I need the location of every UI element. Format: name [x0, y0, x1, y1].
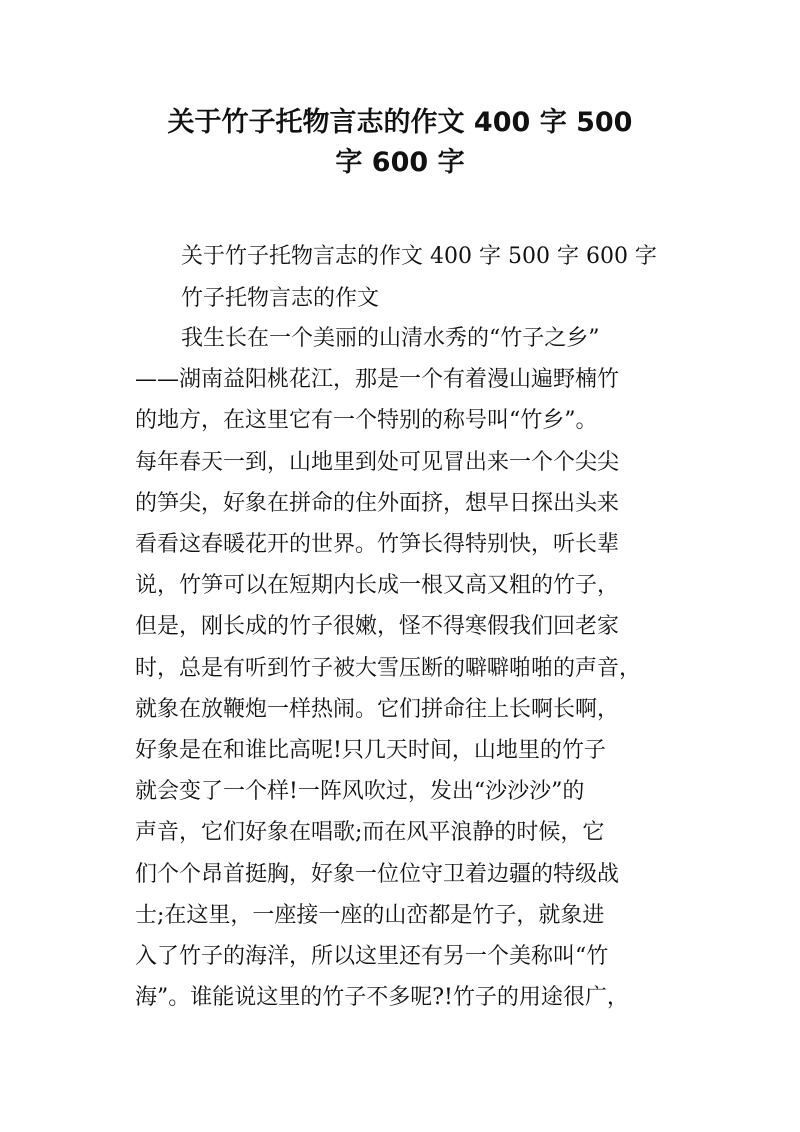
body-line-19: 海”。谁能说这里的竹子不多呢?!竹子的用途很广， — [135, 985, 629, 1010]
body-line-14: 就会变了一个样!一阵风吹过，发出“沙沙沙”的 — [135, 779, 585, 804]
body-line-6: 每年春天一到，山地里到处可见冒出来一个个尖尖 — [135, 450, 620, 475]
body-line-5: 的地方，在这里它有一个特别的称号叫“竹乡”。 — [135, 408, 598, 433]
body-line-7: 的笋尖，好象在拼命的住外面挤，想早日探出头来 — [135, 491, 620, 516]
body-line-9: 说，竹笋可以在短期内长成一根又高又粗的竹子， — [135, 573, 620, 598]
body-line-3: 我生长在一个美丽的山清水秀的“竹子之乡” — [181, 326, 600, 351]
body-line-2: 竹子托物言志的作文 — [181, 286, 380, 311]
body-line-12: 就象在放鞭炮一样热闹。它们拼命往上长啊长啊， — [135, 697, 620, 722]
document-title-line-1: 关于竹子托物言志的作文 400 字 500 — [167, 107, 633, 138]
body-line-13: 好象是在和谁比高呢!只几天时间，山地里的竹子 — [135, 738, 606, 763]
body-line-18: 入了竹子的海洋，所以这里还有另一个美称叫“竹 — [135, 944, 609, 969]
body-line-4: ——湖南益阳桃花江，那是一个有着漫山遍野楠竹 — [135, 367, 620, 392]
body-line-8: 看看这春暖花开的世界。竹笋长得特别快，听长辈 — [135, 532, 620, 557]
body-line-17: 士;在这里，一座接一座的山峦都是竹子，就象进 — [135, 903, 605, 928]
body-line-11: 时，总是有听到竹子被大雪压断的噼噼啪啪的声音， — [135, 656, 642, 681]
body-line-15: 声音，它们好象在唱歌;而在风平浪静的时候，它 — [135, 820, 605, 845]
body-line-16: 们个个昂首挺胸，好象一位位守卫着边疆的特级战 — [135, 862, 620, 887]
body-line-10: 但是，刚长成的竹子很嫩，怪不得寒假我们回老家 — [135, 614, 620, 639]
body-line-1: 关于竹子托物言志的作文 400 字 500 字 600 字 — [181, 244, 657, 269]
document-title-line-2: 字 600 字 — [335, 147, 465, 178]
